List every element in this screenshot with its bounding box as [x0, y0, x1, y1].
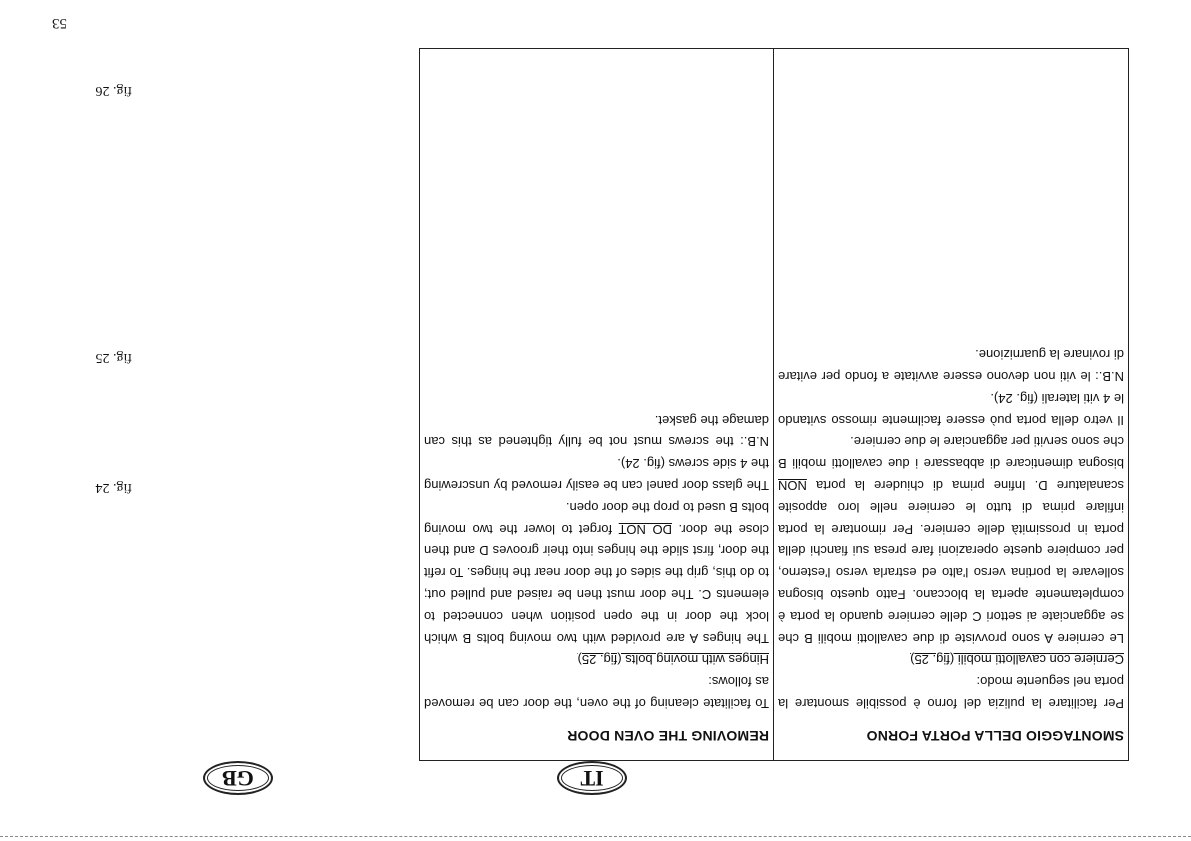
language-badge-it: IT [557, 761, 627, 795]
english-not-emphasis: DO NOT [618, 521, 672, 537]
english-procedure: The hinges A are provided with two moving bolts B which lock the door in the open position when connected to elements C. The door must then be raised and pulled out; to do this, grip the sides of the door near the hinges. To refit the door, first slide the hinges into their grooves D and then close the door. [424, 521, 769, 646]
italian-heading: SMONTAGGIO DELLA PORTA FORNO [866, 728, 1124, 744]
english-nb-note: N.B.: the screws must not be fully tightened as this can damage the gasket. [424, 412, 769, 450]
figure-label-26: fig. 26 [95, 83, 132, 98]
english-procedure-end: forget to lower the two moving bolts B used to prop the door open. [424, 499, 769, 537]
figure-label-24: fig. 24 [95, 480, 132, 495]
english-subheading: Hinges with moving bolts (fig. 25) [577, 652, 769, 668]
page-edge-line [0, 836, 1191, 837]
english-text [424, 409, 769, 714]
italian-intro: Per facilitare la pulizia del forno è possibile smontare la porta nel seguente modo: [778, 674, 1124, 711]
italian-text [778, 343, 1124, 714]
italian-glass-note: Il vetro della porta può essere facilmente rimosso svitando le 4 viti laterali (fig. 24). [778, 390, 1124, 428]
english-intro: To facilitate cleaning of the oven, the door can be removed as follows: [424, 674, 769, 711]
italian-nb-note: N.B.: le viti non devono essere avvitate a fondo per evitare di rovinare la guarnizione. [778, 347, 1124, 385]
page-number: 53 [52, 15, 67, 31]
italian-not-emphasis: NON [778, 478, 807, 494]
italian-procedure: Le cerniere A sono provviste di due cavallotti mobili B che se agganciate ai settori C delle cerniere quando la porta è completamente aperta la bloccano. Fatto questo bisogna sollevare la portina verso l'alto ed estrarla verso l'esterno, per compiere queste operazioni fare presa sui fianchi della porta in prossimità delle cerniere. Per rimontare la porta infilare prima di tutto le cerniere nelle loro apposite scanalature D. Infine prima di chiudere la porta [778, 478, 1124, 646]
language-badge-gb: GB [203, 761, 273, 795]
english-glass-note: The glass door panel can be easily removed by unscrewing the 4 side screws (fig. 24). [424, 456, 769, 494]
figure-label-25: fig. 25 [95, 350, 132, 365]
english-heading: REMOVING THE OVEN DOOR [567, 728, 769, 744]
content-frame [419, 48, 1129, 761]
italian-procedure-end: bisogna dimenticare di abbassare i due cavallotti mobili B che sono serviti per agganciare le due cerniere. [778, 434, 1124, 472]
italian-column [774, 49, 1128, 760]
english-column [420, 49, 774, 760]
italian-subheading: Cerniere con cavallotti mobili (fig. 25) [910, 652, 1124, 668]
